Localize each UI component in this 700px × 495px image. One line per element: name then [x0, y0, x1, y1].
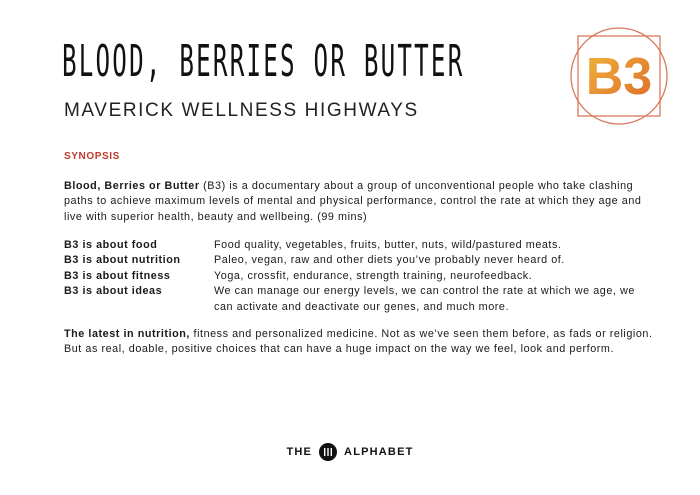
about-label: B3 is about nutrition	[64, 254, 181, 267]
about-row-nutrition	[64, 253, 654, 268]
about-text: Yoga, crossfit, endurance, strength training, neurofeedback.	[214, 269, 533, 282]
footer-right-text: ALPHABET	[344, 446, 414, 458]
synopsis-intro-bold: Blood, Berries or Butter	[64, 180, 200, 192]
about-list	[64, 238, 654, 315]
about-label: B3 is about fitness	[64, 269, 171, 282]
about-row-fitness	[64, 269, 654, 284]
synopsis-heading: SYNOPSIS	[64, 151, 120, 162]
about-text: Food quality, vegetables, fruits, butter, nuts, wild/pastured meats.	[214, 239, 562, 251]
three-bars-icon	[319, 443, 337, 461]
b3-logo	[566, 24, 672, 128]
logo-text: B3	[585, 48, 653, 106]
footer-brand	[0, 443, 700, 461]
closing-paragraph	[64, 327, 654, 358]
about-label: B3 is about ideas	[64, 285, 163, 298]
about-row-food	[64, 238, 654, 253]
closing-text: fitness and personalized medicine. Not as we’ve seen them before, as fads or religion. But as real, doable, positive choices that can have a huge impact on the way we feel, look and perform.	[64, 328, 653, 356]
closing-bold: The latest in nutrition,	[64, 328, 190, 340]
about-row-ideas	[64, 284, 654, 315]
about-label: B3 is about food	[64, 239, 158, 251]
film-subtitle: MAVERICK WELLNESS HIGHWAYS	[64, 100, 419, 121]
footer-left-text: THE	[286, 446, 313, 458]
synopsis-intro-text: (B3) is a documentary about a group of unconventional people who take clashing paths to achieve maximum levels of mental and physical performance, control the rate at which they age and live with superior health, beauty and wellbeing. (99 mins)	[64, 180, 642, 223]
about-text: Paleo, vegan, raw and other diets you’ve probably never heard of.	[214, 254, 565, 267]
synopsis-paragraph	[64, 179, 654, 225]
about-text: We can manage our energy levels, we can control the rate at which we age, we can activate and deactivate our genes, and much more.	[214, 285, 635, 313]
film-title: BLOOD, BERRIES OR BUTTER	[62, 36, 465, 87]
